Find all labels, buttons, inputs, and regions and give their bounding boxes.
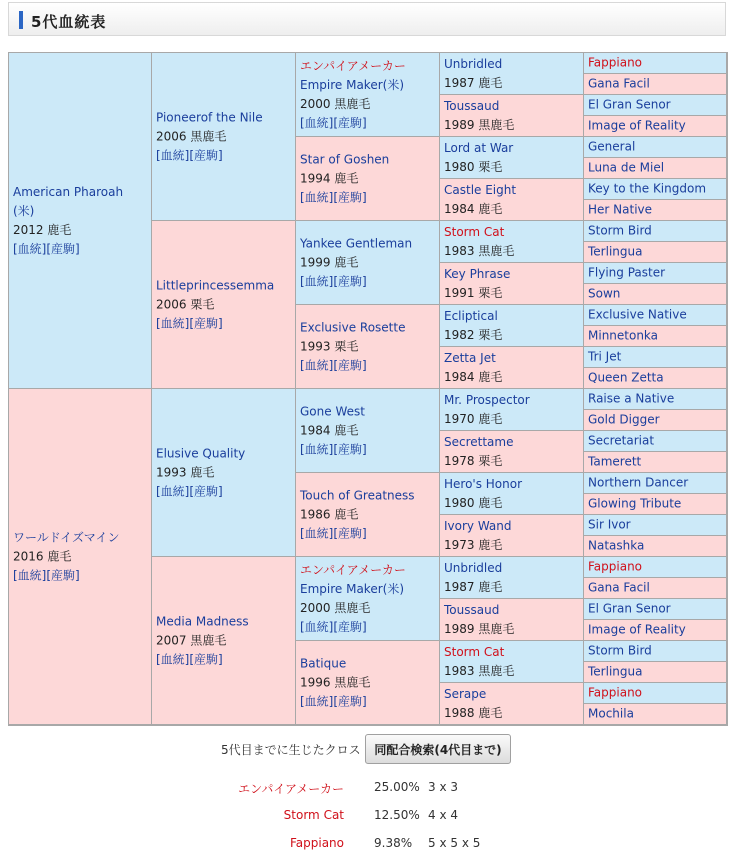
horse-name-link[interactable]: Fappiano (588, 685, 643, 700)
horse-name-link[interactable]: エンパイアメーカー (300, 58, 406, 73)
horse-name-link[interactable]: Minnetonka (588, 328, 659, 343)
horse-info: 1984 鹿毛 (300, 423, 359, 437)
offspring-link[interactable]: [産駒] (189, 316, 223, 330)
horse-name-link[interactable]: Secrettame (444, 434, 514, 449)
horse-info: 1993 鹿毛 (156, 465, 215, 479)
horse-name-link[interactable]: Exclusive Native (588, 307, 687, 322)
horse-name-link[interactable]: Zetta Jet (444, 350, 496, 365)
pedigree-cell-g4 (440, 389, 584, 431)
bloodline-link[interactable]: [血統] (300, 358, 334, 372)
pedigree-cell-g4 (440, 599, 584, 641)
horse-info: 2007 黒鹿毛 (156, 633, 227, 647)
horse-links (156, 146, 291, 165)
cross-horse-link[interactable]: Storm Cat (283, 808, 344, 822)
pedigree-cell-g3 (296, 221, 440, 305)
offspring-link[interactable]: [産駒] (333, 619, 367, 634)
pedigree-cell-g4 (440, 305, 584, 347)
pedigree-cell-g4 (440, 641, 584, 683)
horse-name-link[interactable]: Castle Eight (444, 182, 517, 197)
horse-name-link[interactable]: Exclusive Rosette (300, 320, 406, 334)
horse-name-link[interactable]: Tamerett (588, 454, 642, 469)
horse-info: 1996 黒鹿毛 (300, 675, 371, 689)
horse-info: 2016 鹿毛 (13, 549, 72, 563)
horse-name-link[interactable]: Luna de Miel (588, 160, 665, 175)
pedigree-cell-g5 (584, 368, 727, 389)
horse-name-link[interactable]: Storm Cat (444, 224, 505, 239)
pedigree-cell-g4 (440, 95, 584, 137)
pedigree-cell-g1 (9, 53, 152, 389)
pedigree-cell-g3 (296, 641, 440, 725)
offspring-link[interactable]: [産駒] (189, 652, 223, 666)
pedigree-cell-g5 (584, 641, 727, 662)
offspring-link[interactable]: [産駒] (333, 442, 367, 456)
horse-links (13, 566, 147, 585)
cross-generation: 5 x 5 x 5 (428, 836, 481, 850)
horse-info: 2006 黒鹿毛 (156, 129, 227, 143)
pedigree-cell-g5 (584, 284, 727, 305)
section-header (8, 2, 726, 36)
offspring-link[interactable]: [産駒] (333, 190, 367, 204)
pedigree-cell-g5 (584, 494, 727, 515)
horse-links (300, 440, 435, 459)
horse-name-link[interactable]: Unbridled (444, 56, 503, 71)
pedigree-cell-g3 (296, 473, 440, 557)
horse-name-link[interactable]: Touch of Greatness (300, 488, 415, 502)
bloodline-link[interactable]: [血統] (156, 484, 190, 498)
offspring-link[interactable]: [産駒] (46, 568, 80, 582)
horse-links (300, 618, 435, 637)
horse-name-link[interactable]: Yankee Gentleman (300, 236, 413, 250)
horse-name-link[interactable]: Unbridled (444, 560, 503, 575)
horse-name-link[interactable]: Hero's Honor (444, 476, 523, 491)
horse-name-link[interactable]: Media Madness (156, 614, 249, 628)
horse-name-link[interactable]: Storm Cat (444, 644, 505, 659)
pedigree-cell-g5 (584, 452, 727, 473)
horse-name-link[interactable]: Storm Bird (588, 643, 652, 658)
horse-info: 1987 鹿毛 (444, 579, 503, 594)
horse-info: 2000 黒鹿毛 (300, 600, 371, 615)
pedigree-cell-g5 (584, 200, 727, 221)
horse-name-link[interactable]: エンパイアメーカー (300, 562, 406, 577)
pedigree-cell-g2 (152, 53, 296, 221)
pedigree-cell-g5 (584, 578, 727, 599)
cross-row (0, 808, 744, 828)
horse-info: 1983 黒鹿毛 (444, 663, 515, 678)
horse-name-link[interactable]: Mochila (588, 706, 634, 721)
horse-name-link[interactable]: Image of Reality (588, 622, 686, 637)
pedigree-cell-g5 (584, 599, 727, 620)
horse-links (300, 692, 435, 711)
pedigree-cell-g4 (440, 557, 584, 599)
horse-name-link[interactable]: El Gran Senor (588, 97, 671, 112)
pedigree-cell-g5 (584, 620, 727, 641)
horse-info: 1999 鹿毛 (300, 255, 359, 269)
pedigree-cell-g5 (584, 221, 727, 242)
horse-links (156, 482, 291, 501)
horse-name-link[interactable]: ワールドイズマイン (13, 530, 120, 544)
horse-name-link[interactable]: Storm Bird (588, 223, 652, 238)
horse-info: 1994 鹿毛 (300, 171, 359, 185)
pedigree-cell-g5 (584, 704, 727, 725)
pedigree-cell-g5 (584, 263, 727, 284)
pedigree-cell-g5 (584, 515, 727, 536)
pedigree-cell-g5 (584, 179, 727, 200)
horse-name-link[interactable]: Queen Zetta (588, 370, 664, 385)
horse-name-link[interactable]: Terlingua (588, 664, 643, 679)
pedigree-cell-g4 (440, 347, 584, 389)
pedigree-cell-g5 (584, 242, 727, 263)
pedigree-cell-g2 (152, 557, 296, 725)
pedigree-cell-g1 (9, 389, 152, 725)
horse-info: 1984 鹿毛 (444, 201, 503, 216)
horse-name-link[interactable]: Sir Ivor (588, 517, 631, 532)
horse-name-link[interactable]: Toussaud (444, 98, 500, 113)
offspring-link[interactable]: [産駒] (189, 148, 223, 162)
horse-subname[interactable]: Empire Maker(米) (300, 581, 404, 596)
pedigree-cell-g2 (152, 221, 296, 389)
cross-percentage: 9.38% (374, 836, 413, 850)
horse-name-link[interactable]: Secretariat (588, 433, 655, 448)
horse-name-link[interactable]: Littleprincessemma (156, 278, 275, 292)
bloodline-link[interactable]: [血統] (156, 148, 190, 162)
cross-generation: 4 x 4 (428, 808, 458, 822)
pedigree-cell-g4 (440, 431, 584, 473)
horse-info: 1970 鹿毛 (444, 411, 503, 426)
horse-links (300, 188, 435, 207)
pedigree-cell-g5 (584, 326, 727, 347)
horse-links (300, 272, 435, 291)
horse-name-link[interactable]: Image of Reality (588, 118, 686, 133)
horse-info: 1978 栗毛 (444, 453, 503, 468)
horse-name-link[interactable]: Sown (588, 286, 621, 301)
horse-name-link[interactable]: Mr. Prospector (444, 392, 530, 407)
cross-percentage: 12.50% (374, 808, 420, 822)
pedigree-cell-g3 (296, 53, 440, 137)
horse-name-link[interactable]: American Pharoah (米) (13, 184, 124, 218)
cross-label: 5代目までに生じたクロス (221, 743, 361, 757)
horse-name-link[interactable]: Northern Dancer (588, 475, 689, 490)
offspring-link[interactable]: [産駒] (333, 274, 367, 288)
pedigree-cell-g5 (584, 95, 727, 116)
pedigree-cell-g5 (584, 557, 727, 578)
horse-name-link[interactable]: Gone West (300, 404, 365, 418)
horse-name-link[interactable]: Terlingua (588, 244, 643, 259)
horse-name-link[interactable]: Key Phrase (444, 266, 511, 281)
page-title: 5代血統表 (31, 13, 107, 31)
horse-name-link[interactable]: Her Native (588, 202, 653, 217)
horse-name-link[interactable]: Ecliptical (444, 308, 498, 323)
horse-name-link[interactable]: Fappiano (588, 559, 643, 574)
horse-info: 1991 栗毛 (444, 285, 503, 300)
bloodline-link[interactable]: [血統] (300, 694, 334, 708)
bloodline-link[interactable]: [血統] (156, 652, 190, 666)
pedigree-cell-g5 (584, 53, 727, 74)
offspring-link[interactable]: [産駒] (333, 694, 367, 708)
horse-info: 1987 鹿毛 (444, 75, 503, 90)
same-mating-search-button[interactable]: 同配合検索(4代目まで) (365, 734, 511, 764)
horse-name-link[interactable]: Serape (444, 686, 487, 701)
horse-name-link[interactable]: Elusive Quality (156, 446, 246, 460)
pedigree-table (8, 52, 728, 726)
horse-info: 1989 黒鹿毛 (444, 621, 515, 636)
bloodline-link[interactable]: [血統] (300, 115, 334, 130)
horse-info: 1980 鹿毛 (444, 495, 503, 510)
pedigree-cell-g3 (296, 305, 440, 389)
pedigree-cell-g5 (584, 137, 727, 158)
horse-info: 1989 黒鹿毛 (444, 117, 515, 132)
horse-name-link[interactable]: El Gran Senor (588, 601, 671, 616)
horse-name-link[interactable]: Gold Digger (588, 412, 660, 427)
pedigree-cell-g5 (584, 473, 727, 494)
horse-name-link[interactable]: Star of Goshen (300, 152, 390, 166)
bloodline-link[interactable]: [血統] (300, 442, 334, 456)
pedigree-cell-g5 (584, 158, 727, 179)
horse-info: 1983 黒鹿毛 (444, 243, 515, 258)
pedigree-cell-g4 (440, 221, 584, 263)
horse-info: 2012 鹿毛 (13, 222, 72, 237)
cross-percentage: 25.00% (374, 780, 420, 794)
cross-horse-link[interactable]: エンパイアメーカー (238, 782, 344, 796)
pedigree-cell-g5 (584, 389, 727, 410)
pedigree-cell-g2 (152, 389, 296, 557)
horse-info: 1982 栗毛 (444, 327, 503, 342)
horse-info: 1973 鹿毛 (444, 537, 503, 552)
pedigree-cell-g5 (584, 116, 727, 137)
offspring-link[interactable]: [産駒] (333, 358, 367, 372)
bloodline-link[interactable]: [血統] (13, 568, 47, 582)
horse-info: 2006 栗毛 (156, 297, 215, 311)
horse-info: 1986 鹿毛 (300, 507, 359, 521)
offspring-link[interactable]: [産駒] (333, 526, 367, 540)
offspring-link[interactable]: [産駒] (333, 115, 367, 130)
pedigree-cell-g4 (440, 53, 584, 95)
horse-links (300, 356, 435, 375)
horse-links (156, 314, 291, 333)
horse-info: 1984 鹿毛 (444, 369, 503, 384)
horse-name-link[interactable]: Gana Facil (588, 580, 650, 595)
horse-name-link[interactable]: Batique (300, 656, 347, 670)
horse-name-link[interactable]: Glowing Tribute (588, 496, 682, 511)
pedigree-cell-g5 (584, 305, 727, 326)
offspring-link[interactable]: [産駒] (189, 484, 223, 498)
horse-name-link[interactable]: Flying Paster (588, 265, 666, 280)
pedigree-cell-g4 (440, 137, 584, 179)
horse-links (300, 524, 435, 543)
cross-row (0, 836, 744, 856)
pedigree-cell-g5 (584, 431, 727, 452)
horse-name-link[interactable]: Toussaud (444, 602, 500, 617)
horse-name-link[interactable]: Gana Facil (588, 76, 650, 91)
pedigree-cell-g3 (296, 137, 440, 221)
pedigree-cell-g4 (440, 515, 584, 557)
pedigree-cell-g4 (440, 683, 584, 725)
pedigree-cell-g5 (584, 683, 727, 704)
horse-info: 1980 栗毛 (444, 159, 503, 174)
bloodline-link[interactable]: [血統] (300, 619, 334, 634)
horse-links (156, 650, 291, 669)
bloodline-link[interactable]: [血統] (156, 316, 190, 330)
horse-name-link[interactable]: Ivory Wand (444, 518, 512, 533)
bloodline-link[interactable]: [血統] (300, 190, 334, 204)
horse-name-link[interactable]: Natashka (588, 538, 645, 553)
pedigree-cell-g5 (584, 662, 727, 683)
header-accent-bar (19, 11, 23, 29)
horse-links (13, 240, 147, 259)
pedigree-cell-g4 (440, 263, 584, 305)
pedigree-cell-g5 (584, 410, 727, 431)
cross-generation: 3 x 3 (428, 780, 458, 794)
pedigree-cell-g4 (440, 473, 584, 515)
horse-name-link[interactable]: Lord at War (444, 140, 514, 155)
pedigree-cell-g5 (584, 536, 727, 557)
pedigree-cell-g3 (296, 557, 440, 641)
bloodline-link[interactable]: [血統] (13, 241, 47, 256)
horse-subname[interactable]: Empire Maker(米) (300, 77, 404, 92)
horse-name-link[interactable]: Fappiano (588, 55, 643, 70)
horse-info: 1993 栗毛 (300, 339, 359, 353)
horse-info: 2000 黒鹿毛 (300, 96, 371, 111)
bloodline-link[interactable]: [血統] (300, 526, 334, 540)
horse-info: 1988 鹿毛 (444, 705, 503, 720)
offspring-link[interactable]: [産駒] (46, 241, 80, 256)
pedigree-cell-g5 (584, 347, 727, 368)
horse-name-link[interactable]: Raise a Native (588, 391, 675, 406)
cross-horse-link[interactable]: Fappiano (289, 836, 344, 850)
horse-links (300, 114, 435, 133)
horse-name-link[interactable]: Tri Jet (588, 349, 622, 364)
bloodline-link[interactable]: [血統] (300, 274, 334, 288)
horse-name-link[interactable]: General (588, 139, 636, 154)
pedigree-cell-g4 (440, 179, 584, 221)
horse-name-link[interactable]: Pioneerof the Nile (156, 110, 263, 124)
cross-row (0, 780, 744, 800)
horse-name-link[interactable]: Key to the Kingdom (588, 181, 707, 196)
pedigree-cell-g3 (296, 389, 440, 473)
pedigree-cell-g5 (584, 74, 727, 95)
